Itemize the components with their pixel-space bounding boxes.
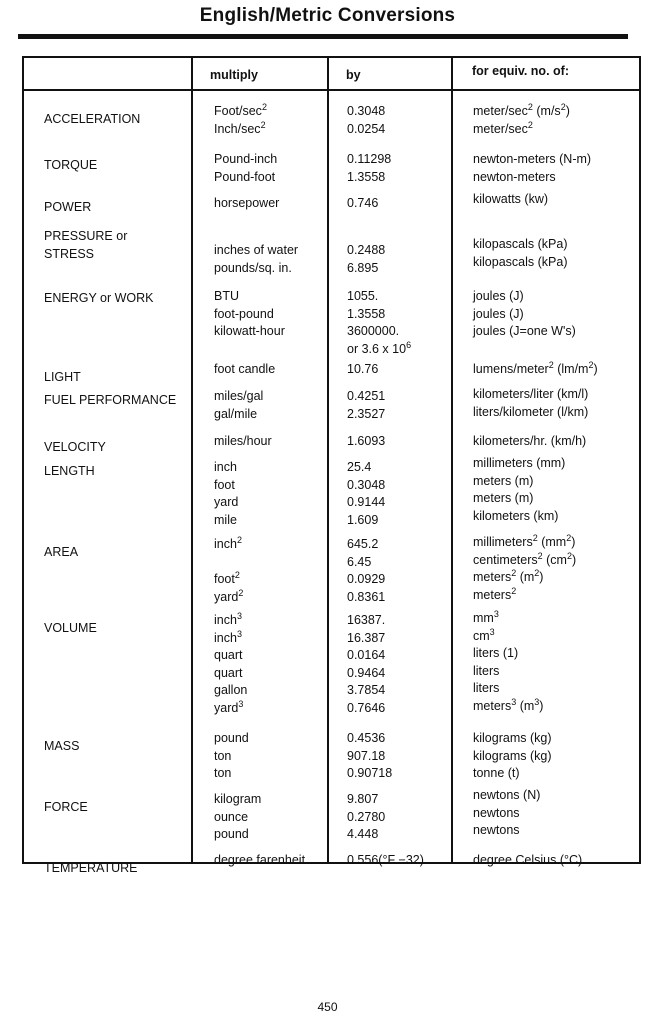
- column-divider: [451, 58, 453, 862]
- row-equivalent-line: newtons: [473, 805, 520, 820]
- row-factor-line: 1.3558: [347, 306, 386, 321]
- row-multiply-line: quart: [214, 648, 243, 662]
- row-multiply: [214, 195, 279, 213]
- row-multiply-line: pound: [214, 827, 249, 841]
- row-equivalent: [473, 103, 570, 138]
- row-factor: [347, 459, 385, 529]
- row-multiply: [214, 730, 249, 783]
- row-equivalent: [473, 433, 586, 451]
- row-category-line: AREA: [44, 545, 79, 559]
- row-equivalent-line: kilometers (km): [473, 508, 559, 523]
- row-category: [44, 439, 106, 457]
- row-category-line: POWER: [44, 200, 92, 214]
- row-multiply-line: pounds/sq. in.: [214, 260, 292, 275]
- row-equivalent-line: meters (m): [473, 473, 534, 488]
- row-factor: [347, 791, 385, 844]
- row-factor: [347, 195, 378, 213]
- row-category-line: LIGHT: [44, 370, 81, 384]
- row-equivalent: [473, 852, 582, 870]
- row-factor-line: 645.2: [347, 537, 379, 551]
- row-factor-line: 4.448: [347, 827, 379, 841]
- row-multiply-line: kilogram: [214, 792, 262, 806]
- row-factor-line: 0.8361: [347, 589, 386, 604]
- row-factor-line: 0.746: [347, 196, 379, 210]
- row-equivalent: [473, 534, 576, 604]
- row-multiply-line: inches of water: [214, 243, 299, 257]
- row-category: [44, 228, 127, 263]
- row-multiply-line: inch$^2$: [214, 534, 242, 551]
- row-factor-line: 1.3558: [347, 169, 386, 184]
- row-factor-line: 6.45: [347, 554, 372, 569]
- row-multiply-line: gal/mile: [214, 406, 258, 421]
- row-equivalent: [473, 386, 588, 421]
- row-equivalent-line: meter/$\sec^2$ $(m/s^2)$: [473, 101, 570, 118]
- row-category-line: FORCE: [44, 800, 88, 814]
- row-multiply-line: foot candle: [214, 362, 276, 376]
- row-multiply-line: inch: [214, 460, 237, 474]
- row-factor: [347, 388, 385, 423]
- row-factor: [347, 361, 378, 379]
- row-equivalent: [473, 288, 576, 341]
- row-factor-line: 0.0254: [347, 121, 386, 136]
- row-category: [44, 157, 97, 175]
- row-equivalent-line: tonne (t): [473, 766, 520, 780]
- row-equivalent-line: kilograms (kg): [473, 731, 552, 745]
- row-factor-line: 0.2488: [347, 243, 386, 257]
- row-category: [44, 799, 88, 817]
- row-equivalent-line: meters$^2$ $(m^2)$: [473, 567, 544, 584]
- row-category-line: ACCELERATION: [44, 112, 141, 126]
- row-factor: [347, 612, 385, 717]
- row-multiply-line: quart: [214, 665, 243, 680]
- row-multiply-line: kilowatt-hour: [214, 324, 285, 338]
- row-factor-line: 0.9464: [347, 665, 386, 680]
- row-factor-line: 1.609: [347, 512, 379, 527]
- row-category: [44, 111, 140, 129]
- row-factor-line: 25.4: [347, 460, 372, 474]
- row-equivalent: [473, 730, 552, 783]
- row-factor-line: 0.3048: [347, 104, 386, 118]
- row-category-line: FUEL PERFORMANCE: [44, 393, 177, 407]
- row-factor-line: 0.7646: [347, 700, 386, 715]
- row-factor: [347, 730, 392, 783]
- row-multiply-line: mile: [214, 512, 237, 527]
- conversion-table: [22, 56, 641, 875]
- row-multiply: [214, 791, 261, 844]
- row-equivalent-line: newton-meters: [473, 169, 556, 184]
- row-category-line: ENERGY or WORK: [44, 291, 154, 305]
- row-factor: [347, 433, 385, 451]
- row-equivalent: [473, 191, 548, 209]
- row-multiply: [214, 852, 305, 870]
- row-multiply-line: yard$^2$: [214, 587, 244, 604]
- row-factor-line: 6.895: [347, 260, 379, 275]
- row-multiply: [214, 612, 247, 717]
- row-multiply: [214, 103, 267, 138]
- row-equivalent-line: kilograms (kg): [473, 748, 552, 763]
- page-title: English/Metric Conversions: [199, 5, 456, 26]
- row-multiply-line: BTU: [214, 289, 239, 303]
- row-category: [44, 544, 78, 562]
- row-factor-line: 1.6093: [347, 434, 386, 448]
- row-category: [44, 199, 91, 217]
- row-factor: [347, 536, 385, 606]
- row-factor: [347, 103, 385, 138]
- row-multiply-line: ounce: [214, 809, 249, 824]
- row-equivalent: [473, 455, 565, 525]
- header-equiv: for equiv. no. of:: [472, 64, 569, 78]
- row-factor-line: 3.7854: [347, 683, 386, 697]
- row-factor-line: 0.90718: [347, 766, 393, 780]
- row-equivalent-line: liters: [473, 681, 500, 695]
- row-multiply-line: [214, 554, 243, 572]
- row-multiply: [214, 151, 277, 186]
- row-category-line: VOLUME: [44, 621, 97, 635]
- row-factor: [347, 288, 411, 358]
- row-factor-line: 10.76: [347, 362, 379, 376]
- row-category: [44, 369, 81, 387]
- row-factor-line: 0.9144: [347, 495, 386, 509]
- row-factor: [347, 242, 385, 277]
- row-factor-line: 0.11298: [347, 152, 392, 166]
- row-factor-line: 0.2780: [347, 809, 386, 824]
- row-multiply: [214, 288, 285, 341]
- row-factor-line: 907.18: [347, 748, 386, 763]
- row-equivalent-line: meters (m): [473, 491, 534, 505]
- row-equivalent-line: joules (J): [473, 289, 524, 303]
- row-equivalent-line: kilometers/liter (km/l): [473, 387, 589, 401]
- row-category-line: TORQUE: [44, 158, 98, 172]
- row-factor-line: 16387.: [347, 613, 386, 627]
- row-category-line: LENGTH: [44, 464, 95, 478]
- row-equivalent-line: joules (J=one W's): [473, 324, 576, 338]
- row-equivalent-line: liters/kilometer (l/km): [473, 404, 589, 419]
- row-factor-line: 0.0164: [347, 648, 386, 662]
- row-category-line: VELOCITY: [44, 440, 106, 454]
- row-multiply-line: ton: [214, 766, 232, 780]
- row-equivalent-line: millimeters (mm): [473, 456, 566, 470]
- row-category: [44, 290, 154, 308]
- row-multiply: [214, 388, 263, 423]
- row-equivalent: [473, 151, 591, 186]
- row-equivalent: [473, 610, 543, 715]
- row-multiply-line: yard$^3$: [214, 698, 244, 715]
- row-factor-line: 0.3048: [347, 477, 386, 492]
- row-factor-line: 0.0929: [347, 572, 386, 586]
- row-multiply-line: yard: [214, 495, 239, 509]
- row-category-line: PRESSURE or: [44, 229, 128, 243]
- row-factor-line: 9.807: [347, 792, 379, 806]
- row-equivalent-line: lumens/meter$^2$ $(lm/m^2)$: [473, 359, 598, 376]
- row-equivalent-line: liters: [473, 663, 500, 678]
- row-factor-line: 3600000.: [347, 324, 400, 338]
- row-category: [44, 860, 138, 878]
- row-equivalent-line: liters (1): [473, 646, 519, 660]
- row-factor: [347, 852, 424, 870]
- row-multiply-line: degree farenheit: [214, 853, 306, 867]
- row-equivalent: [473, 787, 540, 840]
- row-equivalent-line: meter/$\sec^2$: [473, 119, 533, 136]
- row-equivalent-line: kilopascals (kPa): [473, 237, 568, 251]
- row-equivalent-line: newtons: [473, 823, 520, 837]
- row-multiply-line: Inch/$\sec^2$: [214, 119, 266, 136]
- page-number: 450: [317, 1000, 338, 1014]
- row-equivalent-line: joules (J): [473, 306, 524, 321]
- row-equivalent-line: $cm^3$: [473, 626, 495, 643]
- row-multiply: [214, 459, 238, 529]
- row-multiply: [214, 242, 298, 277]
- row-equivalent-line: centimeters$^2$ $(cm^2)$: [473, 550, 577, 567]
- row-multiply-line: inch$^3$: [214, 610, 242, 627]
- row-equivalent-line: meters$^2$: [473, 585, 517, 602]
- row-factor-line: 2.3527: [347, 406, 386, 421]
- header-multiply: multiply: [210, 68, 258, 82]
- row-equivalent-line: degree Celsius (°C): [473, 853, 583, 867]
- title-rule: [18, 34, 628, 39]
- row-factor-line: or 3.6 x $10^6$: [347, 339, 412, 356]
- header-by: by: [346, 68, 361, 82]
- row-multiply-line: inch$^3$: [214, 628, 242, 645]
- row-multiply: [214, 536, 243, 606]
- row-equivalent-line: kilopascals (kPa): [473, 254, 568, 269]
- row-category-line: STRESS: [44, 246, 95, 261]
- row-equivalent-line: newtons (N): [473, 788, 541, 802]
- row-multiply-line: ton: [214, 748, 232, 763]
- row-category: [44, 738, 79, 756]
- column-divider: [191, 58, 193, 862]
- row-category-line: MASS: [44, 739, 80, 753]
- row-multiply-line: miles/hour: [214, 434, 272, 448]
- row-equivalent: [473, 236, 567, 271]
- row-factor-line: 16.387: [347, 630, 386, 645]
- row-multiply: [214, 361, 275, 379]
- row-category: [44, 620, 97, 638]
- row-equivalent-line: newton-meters (N-m): [473, 152, 592, 166]
- row-category: [44, 392, 176, 410]
- row-equivalent: [473, 361, 598, 379]
- header-divider: [24, 89, 639, 91]
- row-multiply-line: miles/gal: [214, 389, 264, 403]
- row-multiply-line: pound: [214, 731, 249, 745]
- row-multiply-line: horsepower: [214, 196, 280, 210]
- row-multiply-line: foot-pound: [214, 306, 274, 321]
- row-multiply: [214, 433, 272, 451]
- row-multiply-line: foot: [214, 477, 235, 492]
- row-multiply-line: Pound-foot: [214, 169, 276, 184]
- row-equivalent-line: kilometers/hr. (km/h): [473, 434, 587, 448]
- row-factor-line: 0.4251: [347, 389, 386, 403]
- row-factor: [347, 151, 391, 186]
- row-equivalent-line: $mm^3$: [473, 608, 499, 625]
- row-equivalent-line: meters$^3$ $(m^3)$: [473, 696, 544, 713]
- row-equivalent-line: millimeters$^2$ $(mm^2)$: [473, 532, 576, 549]
- row-category-line: TEMPERATURE: [44, 861, 138, 875]
- row-equivalent-line: kilowatts (kw): [473, 192, 549, 206]
- row-multiply-line: foot$^2$: [214, 569, 240, 586]
- row-category: [44, 463, 95, 481]
- row-factor-line: 0.556(°F −32): [347, 853, 424, 867]
- row-multiply-line: gallon: [214, 683, 248, 697]
- row-multiply-line: Pound-inch: [214, 152, 278, 166]
- column-divider: [327, 58, 329, 862]
- row-factor-line: 1055.: [347, 289, 379, 303]
- row-multiply-line: Foot/$\sec^2$: [214, 101, 267, 118]
- row-factor-line: 0.4536: [347, 731, 386, 745]
